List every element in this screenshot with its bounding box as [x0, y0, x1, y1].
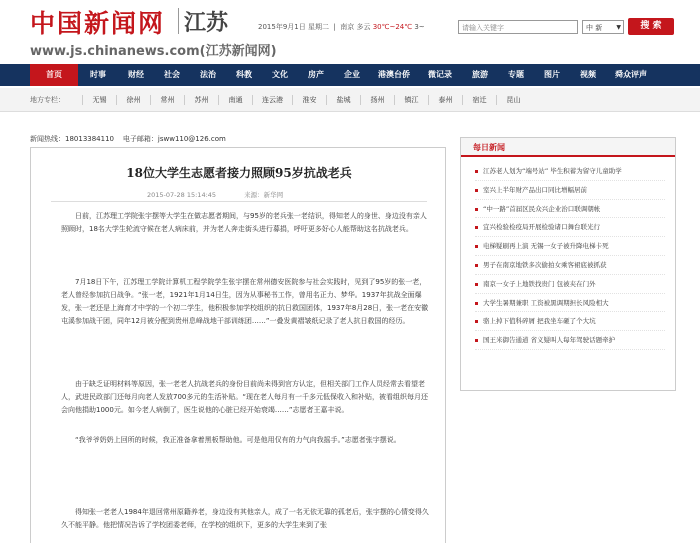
nav-item[interactable]: 专题	[508, 70, 524, 79]
daily-news-link[interactable]: “中一路”首届区民众兴企业治口联调朝帐	[475, 200, 665, 219]
daily-news-title: 每日新闻	[473, 143, 505, 152]
nav-item[interactable]: 舜众评声	[615, 70, 647, 79]
article-divider	[51, 201, 427, 202]
regional-link[interactable]: 镇江	[394, 95, 428, 105]
article-paragraph: 日前，江苏理工学院张宇摆等大学生在做志愿者期间，与95岁的老兵张一老结识，得知老人的身世、身边没有亲人照顾时，18名大学生轮流守候在老人病床前，并为老人奔走街头进行募捐，呼吁更多好心人能帮助这名抗战老兵。	[61, 212, 427, 233]
hotline-phone: 新闻热线：18013384110	[30, 135, 114, 143]
hotline-email-link[interactable]: jsww110@126.com	[157, 135, 226, 143]
article-paragraph: 得知张一老老人1984年退回常州原籍养老，身边没有其他亲人，成了一名无依无靠的孤老后，张宇摆的心情变得久久不能平静。他把情况告诉了学校团委老师，在学校的组织下，更多的大学生来到了张	[61, 508, 429, 529]
nav-item[interactable]: 企业	[344, 70, 360, 79]
nav-item[interactable]: 时事	[90, 70, 106, 79]
regional-link[interactable]: 宿迁	[462, 95, 496, 105]
nav-item[interactable]: 视频	[580, 70, 596, 79]
regional-nav-label: 地方专栏：	[30, 95, 65, 104]
logo-divider	[178, 8, 179, 34]
daily-news-link[interactable]: 江苏老人划为“端号站” 毕生积蓄为留守儿童助学	[475, 162, 665, 181]
nav-item[interactable]: 财经	[128, 70, 144, 79]
regional-nav	[0, 88, 700, 112]
search-scope-select[interactable]	[582, 20, 624, 34]
main-nav	[0, 64, 700, 86]
daily-news-link[interactable]: 室兴上半年财产品出口同比增幅居前	[475, 181, 665, 200]
weather-text: 多云	[356, 23, 371, 31]
daily-news-link[interactable]: 大学生暑期兼职 工资被黑调期担长风险相大	[475, 294, 665, 313]
daily-news-link[interactable]: 国王米御告通道 省义疑叫人每年驾驶话题牵护	[475, 331, 665, 350]
regional-link[interactable]: 连云港	[252, 95, 292, 105]
news-hotline	[30, 134, 226, 144]
article-panel	[30, 147, 446, 543]
search-scope-label: 中 新	[586, 24, 603, 32]
hotline-email-label: 电子邮箱：	[122, 135, 158, 143]
regional-link[interactable]: 无锡	[82, 95, 116, 105]
regional-link[interactable]: 盐城	[326, 95, 360, 105]
nav-item[interactable]: 法治	[200, 70, 216, 79]
daily-news-link[interactable]: 电梯疑刷再上演 无锡一女子被升降电梯卡死	[475, 237, 665, 256]
article-paragraph: 7月18日下午，江苏理工学院计算机工程学院学生张宇摆在常州德安医院参与社会实践时，见到了95岁的张一老，老人曾经参加抗日战争。“张一老，1921年1月14日生，因为从事秘书工作，曾用名正力、梦华。1937年抗战全面爆发，张一老还是上海育才中学的一个初二学生，他积极参加学校组织的抗日救国团体，1937年8月28日，张一老在安徽屯溪参加战干团，同年12月被分配到贵州息峰战地干部训练团……”一叠发黄褶皱纸记录了老人抗日救国的经历。	[61, 278, 429, 325]
nav-home[interactable]: 首页	[30, 64, 78, 86]
article-datetime: 2015-07-28 15:14:45	[147, 191, 217, 199]
nav-item[interactable]: 科教	[236, 70, 252, 79]
daily-news-link[interactable]: 南京一女子上地铁找贵门 包被夹在门外	[475, 275, 665, 294]
regional-link[interactable]: 常州	[150, 95, 184, 105]
daily-news-list	[461, 157, 675, 350]
daily-news-link[interactable]: 男子在南京地铁多次偷拍女乘客裙底被抓获	[475, 256, 665, 275]
regional-link[interactable]: 淮安	[292, 95, 326, 105]
nav-item[interactable]: 社会	[164, 70, 180, 79]
nav-item[interactable]: 文化	[272, 70, 288, 79]
site-url: www.js.chinanews.com(江苏新闻网)	[30, 44, 277, 59]
article-title: 18位大学生志愿者接力照顾95岁抗战老兵	[126, 166, 352, 180]
temperature-text: 30℃~24℃	[372, 23, 413, 31]
article-source: 来源：新华网	[244, 191, 284, 199]
daily-news-link[interactable]: 宜兴检验检疫局开展检验诸口舞台联光行	[475, 218, 665, 237]
regional-link[interactable]: 徐州	[116, 95, 150, 105]
regional-link[interactable]: 苏州	[184, 95, 218, 105]
regional-link[interactable]: 泰州	[428, 95, 462, 105]
chevron-down-icon: ▼	[616, 24, 621, 31]
site-logo[interactable]: 中国新闻网	[30, 9, 166, 38]
nav-item[interactable]: 图片	[544, 70, 560, 79]
date-weather: 2015年9月1日 星期二 | 南京 多云 30℃~24℃ 3~	[258, 23, 425, 31]
site-region[interactable]: 江苏	[184, 11, 229, 36]
nav-item[interactable]: 微记录	[428, 70, 452, 79]
regional-link[interactable]: 南通	[218, 95, 252, 105]
article-paragraph: “我爷爷奶奶上回所的时候，我正准备拿着黑板帮助他。可是他用仅有的力气向我摇手。”志愿者张宇摆说。	[75, 436, 401, 444]
search-input[interactable]: 请输入关键字	[458, 20, 578, 34]
daily-news-panel	[460, 137, 676, 391]
regional-link[interactable]: 扬州	[360, 95, 394, 105]
article-paragraph: 由于缺乏证明材料等原因，张一老老人抗战老兵的身份目前尚未得到官方认定，但相关部门工作人员经常去看望老人，武进民政部门还每月向老人发放700多元的生活补贴。“现在老人每月有一千多元低保收入和补贴，被看组织每月还会向他捐助1000元。如今老人病倒了，医生说他的心脏已经开始衰竭……”志愿者王嘉丰说。	[61, 380, 428, 414]
daily-news-header	[461, 138, 675, 157]
article-meta	[147, 190, 283, 199]
regional-link[interactable]: 昆山	[496, 95, 530, 105]
date-text: 2015年9月1日 星期二	[258, 23, 329, 31]
nav-item[interactable]: 房产	[308, 70, 324, 79]
city-text: 南京	[340, 23, 355, 31]
site-header	[0, 0, 700, 62]
search-button[interactable]: 搜 索	[628, 18, 674, 35]
nav-item[interactable]: 旅游	[472, 70, 488, 79]
wind-text: 3~	[414, 23, 425, 31]
nav-item[interactable]: 港澳台侨	[378, 70, 410, 79]
daily-news-link[interactable]: 骆上掉下值科碎屑 把我坐车砸了个大坑	[475, 312, 665, 331]
